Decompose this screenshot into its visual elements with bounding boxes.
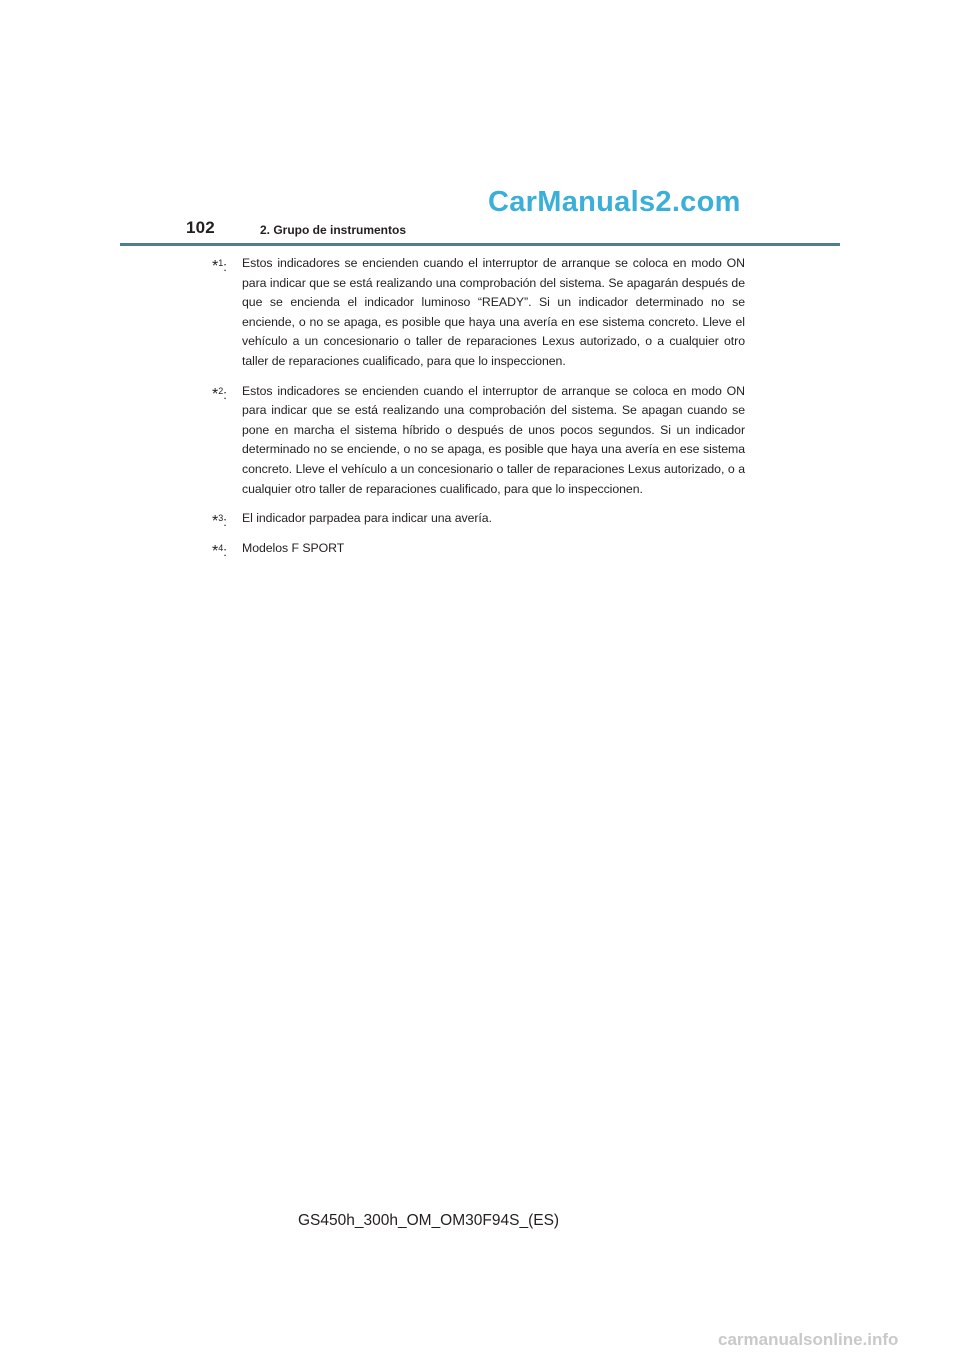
watermark-logo-bottom[interactable]: carmanualsonline.info [718, 1330, 899, 1349]
footnote-text: Estos indicadores se encienden cuando el interruptor de arranque se coloca en modo ON para indicar que se está realizando una comprobación del sistema. Se apagarán después de que se encienda el indicador luminoso “READY”. Si un indicador determinado no se enciende, o no se apaga, es posible que haya una avería en ese sistema concreto. Lleve el vehículo a un concesionario o taller de reparaciones Lexus autorizado, o a cualquier otro taller de reparaciones cualificado, para que lo inspeccionen. [242, 256, 745, 368]
footnote-marker: *$^3$: [212, 513, 227, 531]
footnote-marker: *$^1$: [212, 258, 227, 275]
watermark-logo-top[interactable]: CarManuals2.com [488, 186, 741, 218]
footnote-text: Estos indicadores se encienden cuando el interruptor de arranque se coloca en modo ON para indicar que se está realizando una comprobación del sistema. Se apagan cuando se pone en marcha el sistema híbrido o después de unos pocos segundos. Si un indicador determinado no se enciende, o no se apaga, es posible que haya una avería en ese sistema concreto. Lleve el vehículo a un concesionario o taller de reparaciones Lexus autorizado, o a cualquier otro taller de reparaciones cualificado, para que lo inspeccionen. [242, 383, 745, 496]
footnote-marker: *$^2$: [212, 385, 227, 403]
document-code: GS450h_300h_OM_OM30F94S_(ES) [298, 1212, 560, 1229]
footnote-item [212, 509, 745, 529]
header-divider [120, 243, 840, 246]
section-title: 2. Grupo de instrumentos [260, 223, 407, 237]
footnote-item [212, 539, 745, 559]
page-number: 102 [186, 218, 215, 237]
footnote-item [212, 382, 745, 500]
footnote-text: Modelos F SPORT [242, 540, 345, 555]
footnote-marker: *$^4$: [212, 542, 227, 560]
footnote-item [212, 254, 745, 372]
footnote-text: El indicador parpadea para indicar una avería. [242, 511, 492, 526]
footnotes-list [212, 254, 745, 568]
